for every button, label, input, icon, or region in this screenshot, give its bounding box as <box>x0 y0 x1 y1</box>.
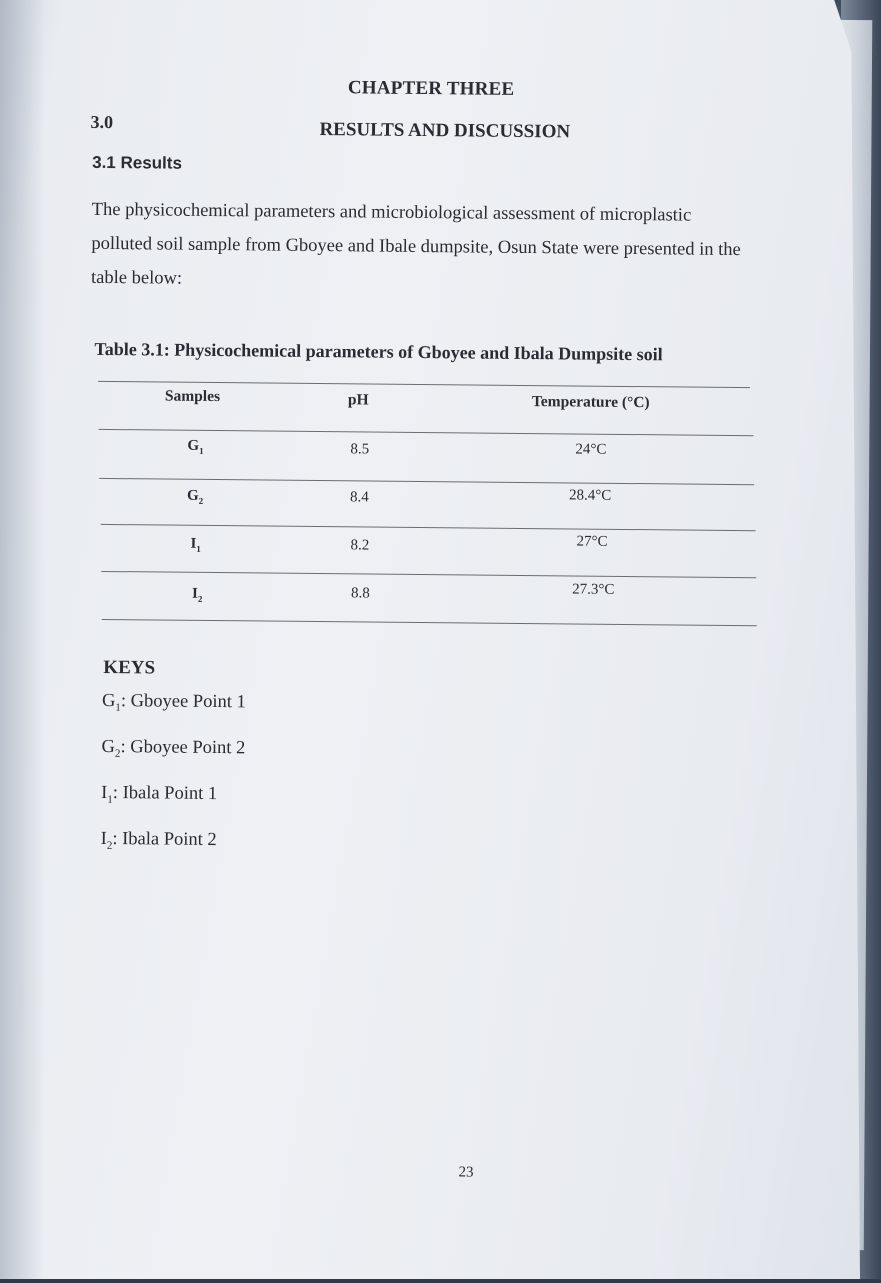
column-header-samples: Samples <box>164 387 221 406</box>
subsection-heading: 3.1 Results <box>92 152 183 173</box>
chapter-heading: CHAPTER THREE <box>347 77 515 100</box>
cell-ph: 8.8 <box>350 585 370 602</box>
column-header-temperature: Temperature (°C) <box>531 393 650 412</box>
key-item: $I_2$: Ibala Point 2 <box>100 828 217 852</box>
cell-ph: 8.2 <box>350 537 370 554</box>
cell-sample: $G_1$ <box>187 437 204 456</box>
key-item: $I_1$: Ibala Point 1 <box>101 782 218 806</box>
section-title: RESULTS AND DISCUSSION <box>319 119 571 143</box>
table-bottom-rule <box>102 619 757 626</box>
table-row-rule <box>101 571 756 578</box>
cell-temperature: 27°C <box>576 533 608 550</box>
table-caption: Table 3.1: Physicochemical parameters of Gboyee and Ibala Dumpsite soil <box>94 338 663 365</box>
section-number: 3.0 <box>90 111 114 133</box>
table-header-rule <box>99 429 754 436</box>
page-number: 23 <box>458 1164 474 1181</box>
table-row-rule <box>101 524 756 531</box>
cell-temperature: 27.3°C <box>572 581 615 598</box>
cell-ph: 8.4 <box>349 489 369 506</box>
cell-sample: $I_1$ <box>190 535 201 554</box>
key-item: $G_2$: Gboyee Point 2 <box>101 736 246 760</box>
cell-temperature: 24°C <box>575 441 607 458</box>
table-row-rule <box>99 478 754 485</box>
keys-heading: KEYS <box>103 656 156 679</box>
cell-ph: 8.5 <box>350 441 370 458</box>
intro-paragraph: The physicochemical parameters and microbiological assessment of microplastic polluted soil sample from Gboyee and Ibale dumpsite, Osun State were presented in the table below: <box>90 199 741 289</box>
key-item: $G_1$: Gboyee Point 1 <box>101 690 246 714</box>
cell-sample: $I_2$ <box>191 585 203 604</box>
cell-sample: $G_2$ <box>186 487 204 506</box>
cell-temperature: 28.4°C <box>568 487 612 504</box>
column-header-ph: pH <box>347 391 369 409</box>
